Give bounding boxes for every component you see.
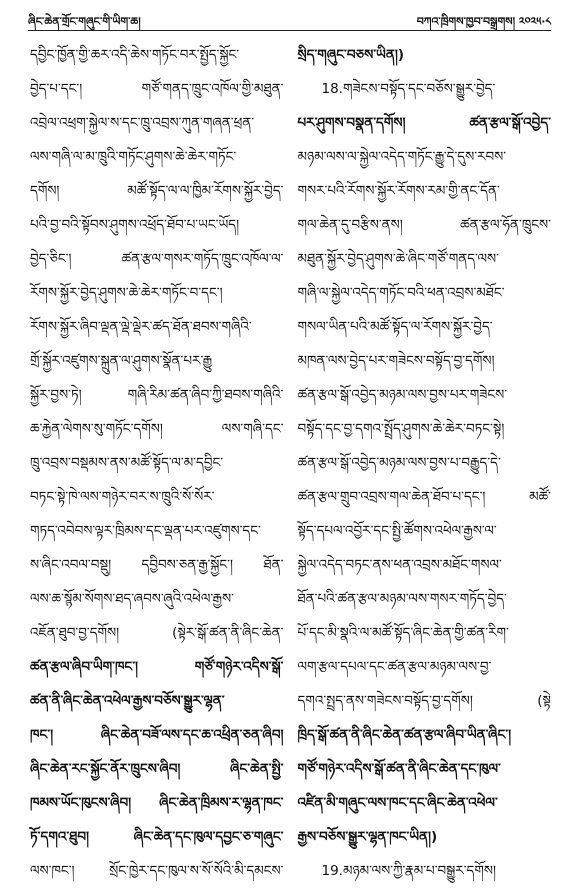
right-column bbox=[297, 38, 552, 879]
text-line: མཐུན་སྐྱོར་བྱེད་ཤུགས་ཆེ་ཞིང་གཙོ་གནད་ལས་ bbox=[297, 251, 499, 267]
text-line: རོགས་སྐྱོར་བྱེད་ཤུགས་ཆེ་ཆེར་གཏོང་བ་དང་། bbox=[30, 285, 223, 301]
text-line: བྱེད་པ་དང་། གཙོ་གནད་ཁྲུང་འཁོལ་གྱི་མཐུན་ bbox=[30, 81, 284, 97]
text-line: སྲིད་གཞུང་བཅས་ཡིན།) bbox=[297, 47, 404, 63]
text-line: ཁམས་ཡོང་ཁུངས་ཞིབ། ཞིང་ཆེན་ཁྲིམས་ར་ལྷན་ཁང་ bbox=[30, 795, 284, 811]
text-line: ཚན་ནི་ཞིང་ཆེན་འཕེལ་རྒྱས་བཅོས་སྒྱུར་ལྷན་ bbox=[30, 693, 225, 709]
text-line: དབྱིང་ཁྱོན་གྱི་ཆར་འདི་ཆེས་གཏོང་བར་སྤྱོད་སྐྱོང་ bbox=[30, 47, 240, 63]
page-body bbox=[30, 38, 551, 879]
text-line: པར་ཤུགས་བསྣན་དགོས། ཚན་རྩལ་སྒོ་འབྱེད་ bbox=[297, 115, 551, 131]
text-line: དགོས། མཚོ་སྟོད་ལ་ལ་ཁྱིམ་རོགས་སྐྱོར་བྱེད་ bbox=[30, 183, 284, 199]
text-line: གལ་ཆེན་དུ་བརྩིས་ནས། ཚན་རྩལ་ཧོན་ཁྲུངས་ bbox=[297, 217, 551, 233]
text-line: རྒྱས་བཅོས་སྒྱུར་ལྷན་ཁང་ཡིན།) bbox=[297, 829, 438, 845]
text-line: མཁན་ལས་བྱེད་པར་གཟེངས་བསྟོད་བྱ་དགོས། bbox=[297, 353, 495, 369]
issue-number: བཀའ་ཁྲིགས་ཁྱབ་བསྒྲགས། ༢༠༢༥·༨ bbox=[416, 15, 551, 28]
publication-title: ཞིང་ཆེན་གྲོང་གཞུང་གི་ཡིག་ཆ། bbox=[28, 15, 141, 28]
text-line: རོགས་སྐྱོར་ཞིབ་ལྡན་ལྡེ་ལྡེར་ཚད་ཐོན་ཐབས་གཞིའི་ bbox=[30, 319, 252, 335]
text-line: འབྲེལ་འཕྲག་སྐྱེལ་ས་དང་ཁྲུ་འབྲས་ཀུན་གཞན་ཕྲན་ bbox=[30, 115, 255, 131]
text-line: ཁྲིད་སྒོ་ཚན་ནི་ཞིང་ཆེན་ཚན་རྩལ་ཞིབ་ཡིན་ཞིང་། bbox=[297, 727, 512, 743]
text-line: པའི་བྱ་བའི་སྟོབས་ཤུགས་འཕྲོད་ཐོབ་པ་ཡང་ཡོད། bbox=[30, 217, 240, 233]
text-line: གསལ་ཡིན་པའི་མཚོ་སྟོད་ལ་རོགས་སྐྱོར་བྱེད་ bbox=[297, 319, 493, 335]
page-header bbox=[28, 6, 551, 31]
text-line: སྐྱོར་བྱས་ཏེ། གཞི་རིམ་ཚན་ཞིབ་ཀྱི་ཐབས་གཞིའི་ bbox=[30, 387, 284, 403]
text-line: ལག་རྩལ་དཔལ་དང་ཚན་རྩལ་མཉམ་ལས་བྱ་ bbox=[297, 659, 492, 675]
text-line: ས་ཞིང་འབལ་བསྡུ། དབྱིབས་ཅན་རྒྱ་སྐྱོང་། ཐོན་ bbox=[30, 557, 284, 573]
text-line: དགའ་སྤྲད་ནས་གཟེངས་བསྟོད་བྱ་དགོས། (སྟེ bbox=[297, 693, 551, 709]
text-line: ཚན་རྩལ་གྲུབ་འབྲས་གལ་ཆེན་ཐོབ་པ་དང་། མཚོ་ bbox=[297, 489, 551, 505]
text-line: སྟོད་དཔལ་འབྱོར་དང་སྤྱི་ཚོགས་འཕེལ་རྒྱས་ལ་ bbox=[297, 523, 497, 539]
text-line: 18.གཟེངས་བསྟོད་དང་བཅོས་སྒྱུར་བྱེད་ bbox=[321, 81, 496, 97]
text-line: སྐྱེལ་འདེད་བཏང་ནས་ཕན་འབྲས་མཐོང་གསལ་ bbox=[297, 557, 502, 573]
text-line: 19.མཉམ་ལས་ཀྱི་རྣམ་པ་བསྒྱུར་དགོས། bbox=[321, 863, 496, 879]
text-line: ལས་ཆ་སྙོམ་སོགས་ཐད་ཞབས་ཞུའི་འཕེལ་རྒྱས་ bbox=[30, 591, 234, 607]
text-line: ཐོན་པའི་ཚན་རྩལ་མཉམ་ལས་གསར་གཏོད་བྱེད་ bbox=[297, 591, 507, 607]
text-line: གཏད་འབེབས་ལྟར་ཁྲིམས་དང་ལྡན་པར་འཛུགས་དང་ bbox=[30, 523, 261, 539]
text-line: བྱེད་ཅིང་། ཚན་རྩལ་གསར་གཏོད་ཁྲུང་འཁོལ་ལ་ bbox=[30, 251, 284, 267]
text-line: པོ་དང་མི་སྣའི་ལ་མཚོ་སྟོད་ཞིང་ཆེན་གྱི་ཚན་རིག་ bbox=[297, 625, 509, 641]
text-line: ཚན་རྩལ་སྒོ་འབྱེད་མཉམ་ལས་བྱས་པ་བརྒྱུད་དེ་ bbox=[297, 455, 501, 471]
text-line: འཇོན་ཐུབ་བྱ་དགོས། (སྟེར་སྒོ་ཚན་ནི་ཞིང་ཆེན་ bbox=[30, 625, 284, 641]
text-line: ལས་ཁང་། སྲོང་ཁྱེར་དང་ཁུལ་ས་སོ་སོའི་མི་དམངས་ bbox=[30, 863, 284, 879]
text-line: ཚན་རྩལ་ཞིབ་ཡིག་ཁང་། གཙོ་གཉེར་འདིས་སྒོ་ bbox=[30, 659, 284, 675]
text-line: ཏོ་དགའ་ཐུབ། ཞིང་ཆེན་དང་ཁུལ་དབྱང་ཅ་གཞུང་ bbox=[30, 829, 284, 845]
text-line: གཙོ་གཉེར་འདིས་སྒོ་ཚན་ནི་ཞིང་ཆེན་དང་ཁུལ་ bbox=[297, 761, 501, 777]
left-column bbox=[30, 38, 284, 879]
text-line: ཁང་། ཞིང་ཆེན་བཟོ་ལས་དང་ཆ་འཕྲིན་ཅན་ཞིབ། bbox=[30, 727, 284, 743]
text-line: ཆ་རྐྱེན་ལེགས་སུ་གཏོང་དགོས། ལས་གཞི་དང་ bbox=[30, 421, 284, 437]
text-line: གསར་པའི་རོགས་སྐྱོར་རོགས་རམ་གྱི་ནང་དོན་ bbox=[297, 183, 500, 199]
text-line: ཚན་རྩལ་སྒོ་འབྱེད་མཉམ་ལས་བྱས་པར་གཟེངས་ bbox=[297, 387, 508, 403]
text-line: གྲོ་སྐྱོར་འཛུགས་སྐྲུན་ལ་ཤུགས་སྣོན་པར་རྒྱུ bbox=[30, 353, 213, 369]
text-line: ཞིང་ཆེན་རང་སྐྱོང་ནོར་ཁྲུངས་ཞིབ། ཞིང་ཆེན་སྤྱི་ bbox=[30, 761, 284, 777]
text-line: བསྟོད་དང་བྱ་དགའ་སྤྲོད་ཤུགས་ཆེ་ཆེར་བཏང་སྟེ། bbox=[297, 421, 505, 437]
text-line: བཏང་སྟེ་ཁེ་ལས་གཉེར་བར་ས་ཁྲུའི་སོ་སོར་ bbox=[30, 489, 215, 505]
text-line: འཛིན་མི་གཞུང་ལས་ཁང་དང་ཞིང་ཆེན་འཕེལ་ bbox=[297, 795, 498, 811]
text-line: མཉམ་ལས་ལ་སྐྱེལ་འདེད་གཏོང་རྒྱུ་དེ་དུས་རབས་ bbox=[297, 149, 507, 165]
text-line: ལས་གཞི་ལ་མ་ཁྲུའི་གཏོང་ཤུགས་ཆེ་ཆེར་གཏོང་ bbox=[30, 149, 237, 165]
text-line: ཁྲུ་འབྲས་བསྡམས་ནས་མཚོ་སྟོད་ལ་མ་དབྱིང་ bbox=[30, 455, 224, 471]
text-line: གཞི་ལ་སྐྱེལ་འདེད་གཏོང་བའི་ཕན་འབྲས་མཐོང་ bbox=[297, 285, 505, 301]
